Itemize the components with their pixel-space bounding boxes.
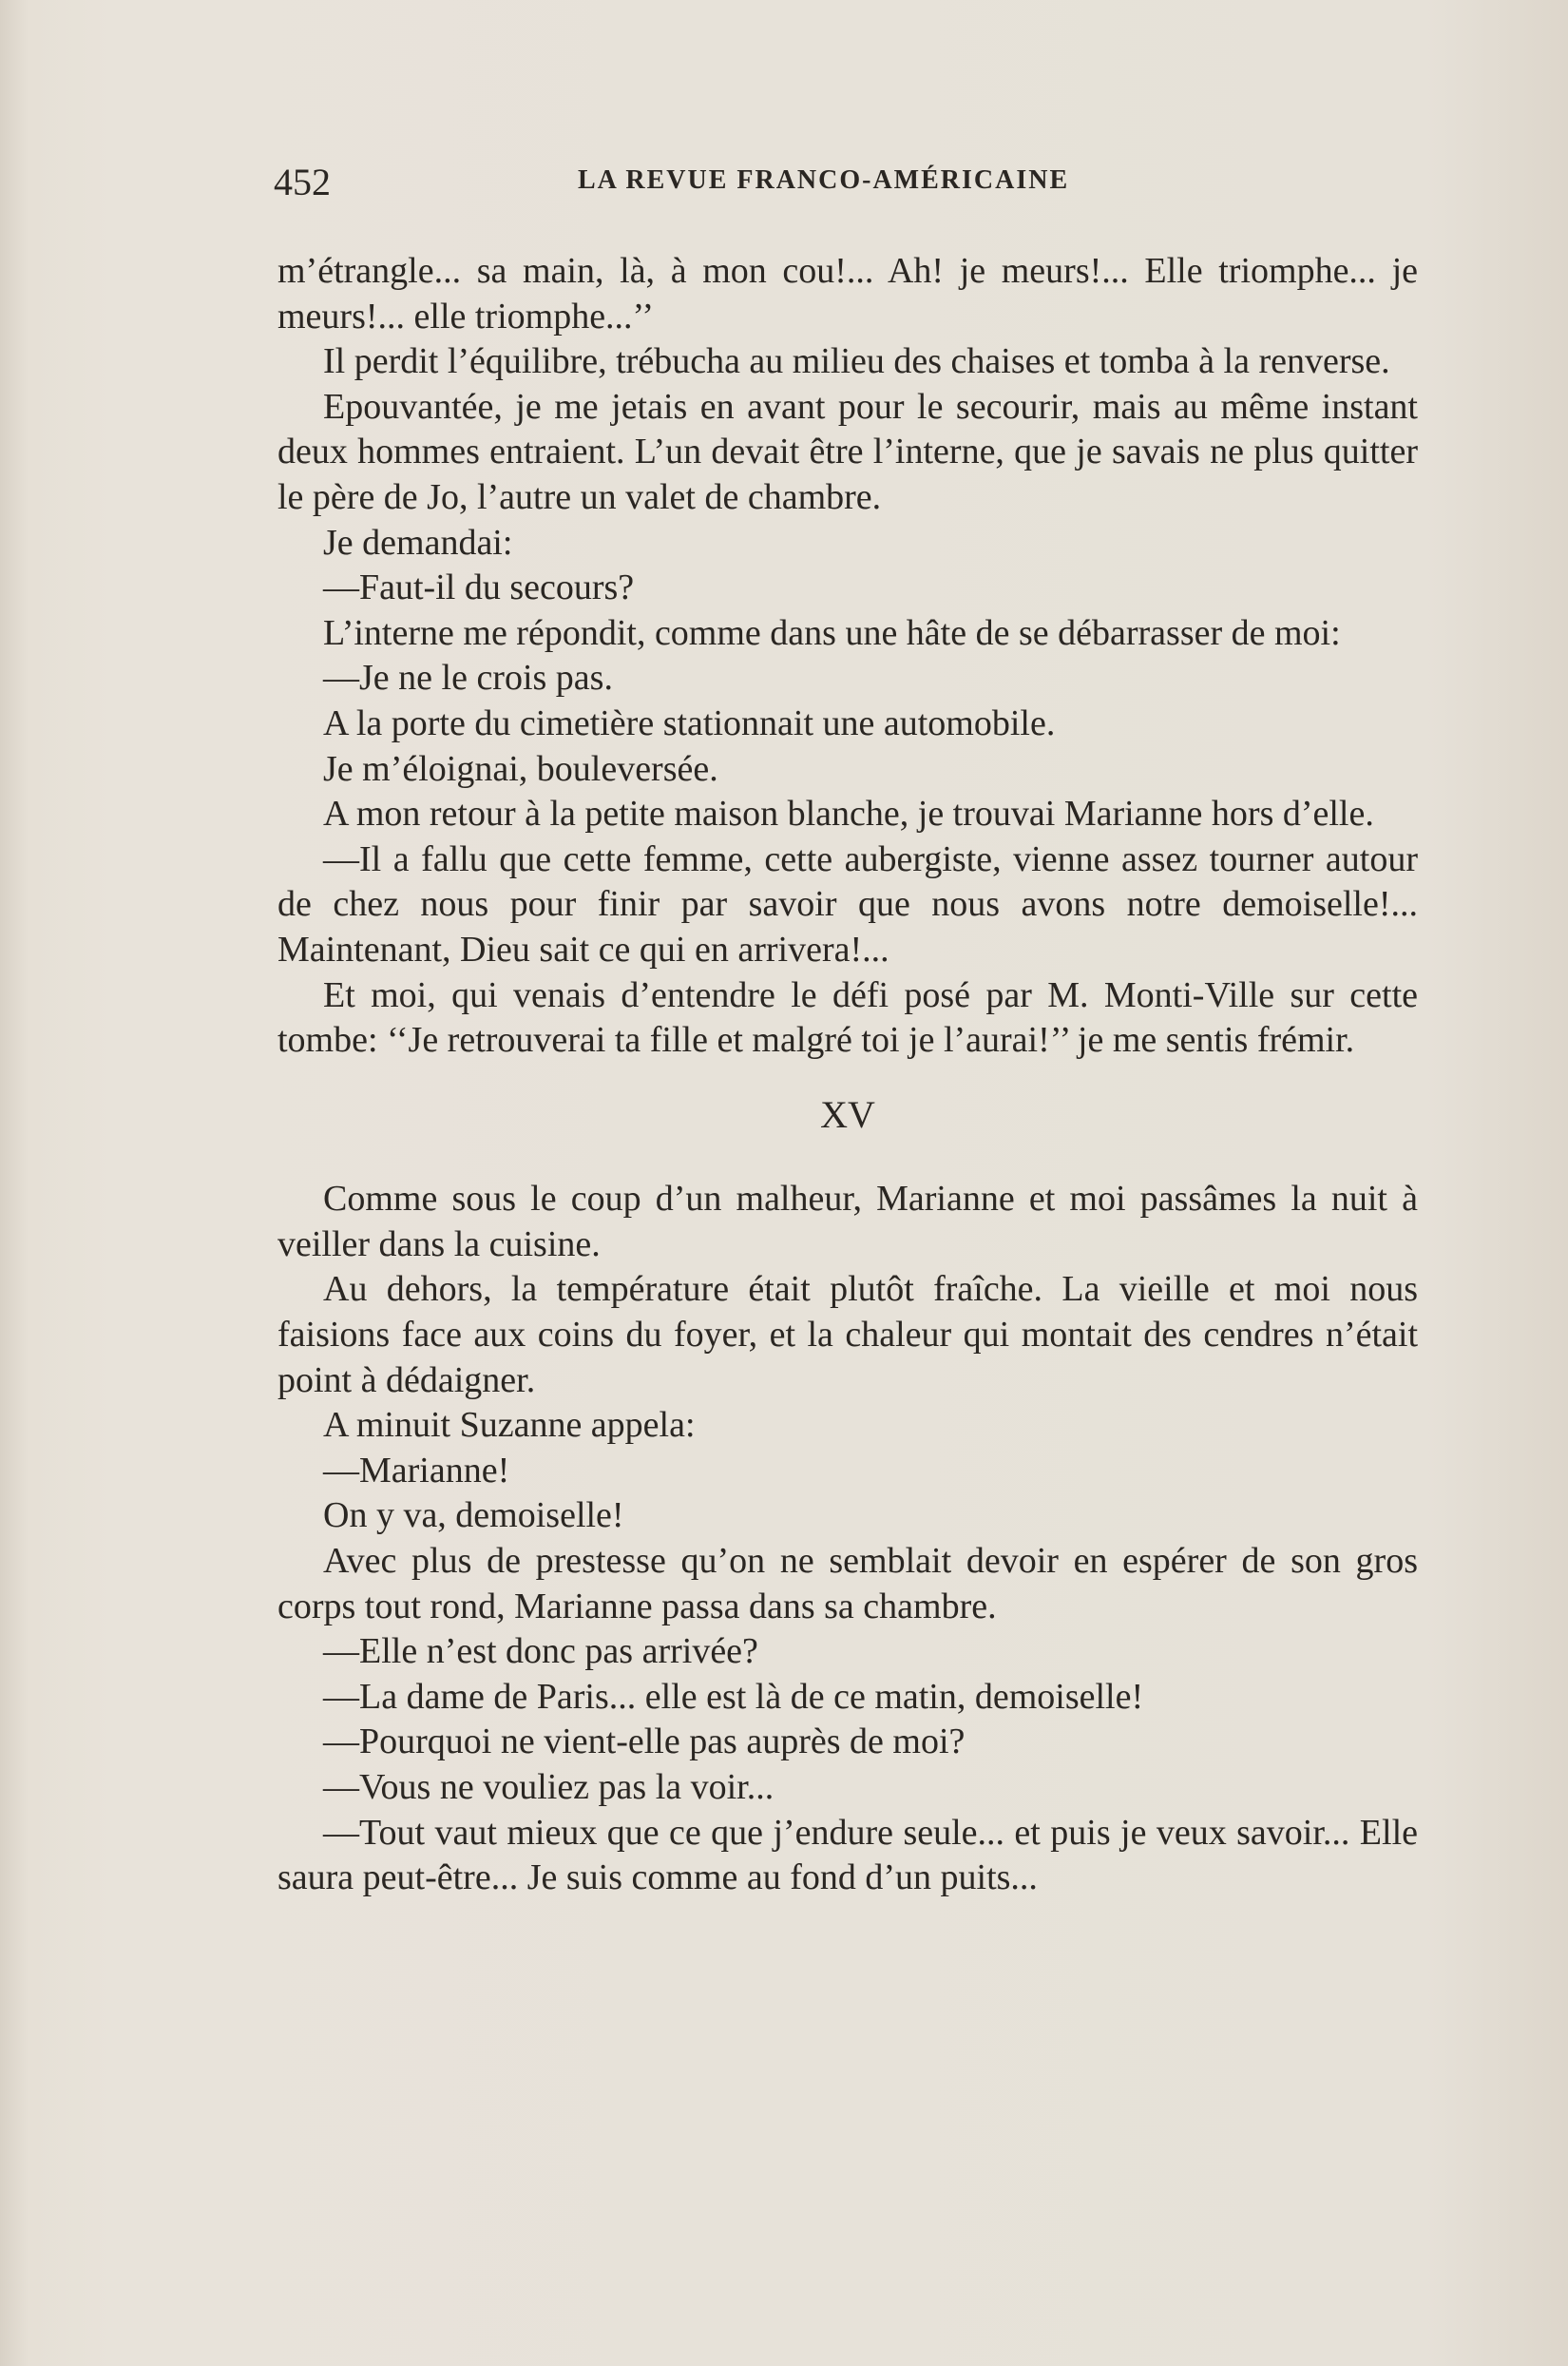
chapter-heading: XV [820,1092,875,1136]
paragraph: —Pourquoi ne vient-elle pas auprès de moi? [323,1722,966,1762]
paragraph: —Je ne le crois pas. [323,658,613,699]
paragraph: Avec plus de prestesse qu’on ne semblait devoir en espérer de son gros corps tout rond, Marianne passa dans sa chambre. [277,1541,1418,1626]
paragraph: Epouvantée, je me jetais en avant pour le secourir, mais au même instant deux hommes entraient. L’un devait être l’interne, que je savais ne plus quitter le père de Jo, l’autre un valet de chambre. [277,386,1418,517]
paragraph: Comme sous le coup d’un malheur, Marianne et moi passâmes la nuit à veiller dans la cuisine. [277,1179,1418,1264]
page-number: 452 [274,161,331,203]
paragraph: Il perdit l’équilibre, trébucha au milieu des chaises et tomba à la renverse. [323,341,1390,382]
paragraph: Je m’éloignai, bouleversée. [323,748,718,789]
paragraph: A la porte du cimetière stationnait une automobile. [323,702,1056,743]
paragraph: —Elle n’est donc pas arrivée? [323,1631,758,1672]
paragraph: —Vous ne vouliez pas la voir... [323,1767,774,1807]
paragraph: A minuit Suzanne appela: [323,1405,696,1446]
paragraph: —La dame de Paris... elle est là de ce matin, demoiselle! [323,1676,1144,1717]
paragraph: —Tout vaut mieux que ce que j’endure seule... et puis je veux savoir... Elle saura peut-être... Je suis comme au fond d’un puits... [277,1812,1418,1898]
paragraph: On y va, demoiselle! [323,1495,624,1536]
paragraph: Au dehors, la température était plutôt fraîche. La vieille et moi nous faisions face aux coins du foyer, et la chaleur qui montait des cendres n’était point à dédaigner. [277,1269,1418,1400]
paragraph: L’interne me répondit, comme dans une hâte de se débarrasser de moi: [323,612,1341,653]
paragraph: —Il a fallu que cette femme, cette aubergiste, vienne assez tourner autour de chez nous pour finir par savoir que nous avons notre demoiselle!... Maintenant, Dieu sait ce qui en arrivera!... [277,838,1418,970]
paragraph: m’étrangle... sa main, là, à mon cou!... Ah! je meurs!... Elle triomphe... je meurs!... elle triomphe...’’ [277,251,1418,337]
paragraph: A mon retour à la petite maison blanche, je trouvai Marianne hors d’elle. [323,794,1374,835]
paragraph: —Faut-il du secours? [323,567,635,608]
paragraph: —Marianne! [323,1450,510,1491]
body-text [277,249,1418,1901]
page-header [274,160,1414,217]
paragraph: Et moi, qui venais d’entendre le défi posé par M. Monti-Ville sur cette tombe: ‘‘Je retrouverai ta fille et malgré toi je l’aurai!’’ je me sentis frémir. [277,974,1418,1061]
running-head: LA REVUE FRANCO-AMÉRICAINE [578,165,1070,195]
paragraph: Je demandai: [323,522,513,563]
